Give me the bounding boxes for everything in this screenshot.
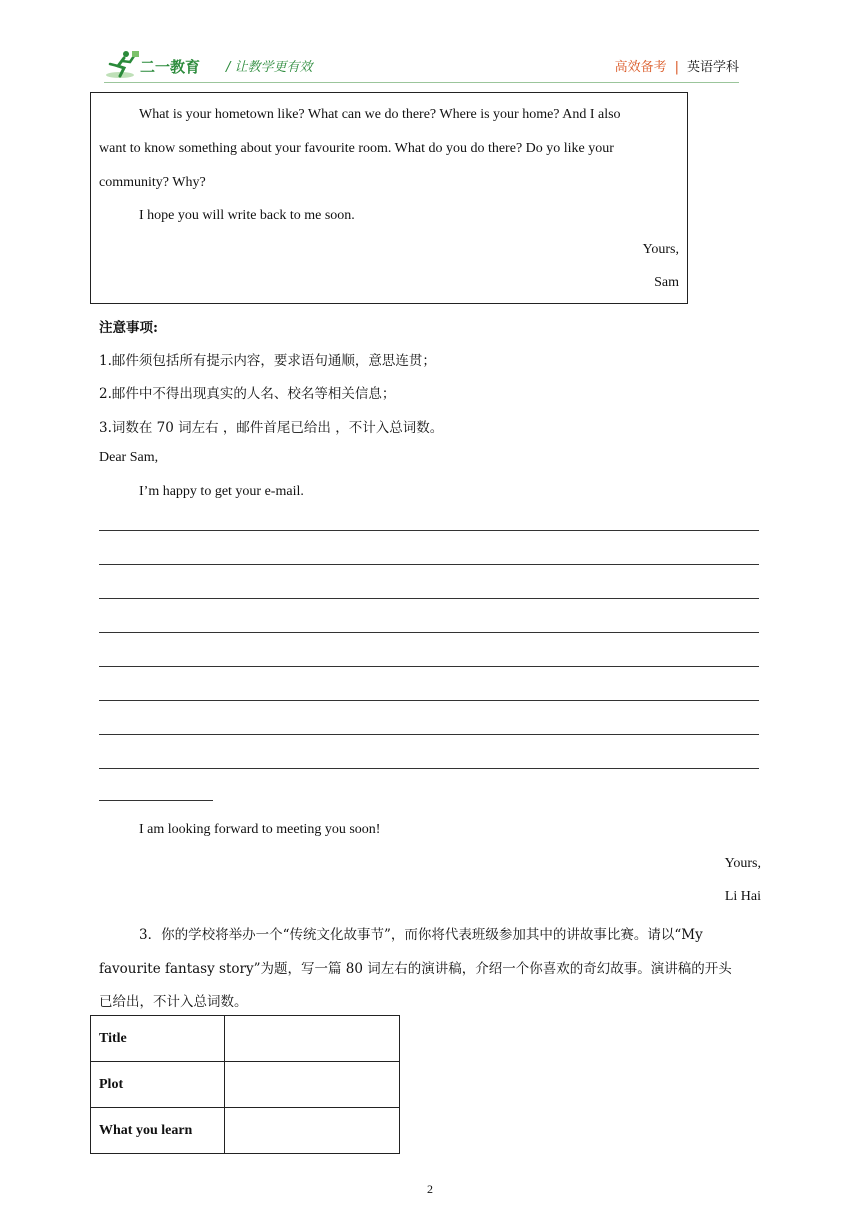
writing-line[interactable]: [99, 598, 759, 599]
table-row: [91, 1016, 400, 1062]
salutation: Dear Sam,: [99, 450, 159, 465]
letter-line-3: community? Why?: [99, 175, 206, 190]
writing-line[interactable]: [99, 700, 759, 701]
table-label-title: Title: [91, 1016, 225, 1062]
writing-line[interactable]: [99, 530, 759, 531]
table-cell-blank[interactable]: [225, 1108, 400, 1154]
table-cell-blank[interactable]: [225, 1062, 400, 1108]
letter-box: [90, 92, 688, 304]
writing-line[interactable]: [99, 564, 759, 565]
note-item-3: 3.词数在 70 词左右 ，邮件首尾已给出 ，不计入总词数。: [99, 420, 444, 436]
table-cell-blank[interactable]: [225, 1016, 400, 1062]
answer-closing: Yours,: [724, 856, 761, 871]
task3-line-1: 3．你的学校将举办一个“传统文化故事节”，而你将代表班级参加其中的讲故事比赛。请以“My: [139, 927, 703, 943]
writing-line-short[interactable]: [99, 800, 213, 801]
table-label-learn: What you learn: [91, 1108, 225, 1154]
task3-line-2: favourite fantasy story”为题，写一篇 80 词左右的演讲稿，介绍一个你喜欢的奇幻故事。演讲稿的开头: [99, 961, 732, 977]
writing-line[interactable]: [99, 632, 759, 633]
plan-table: [90, 1015, 400, 1154]
letter-line-2: want to know something about your favourite room. What do you do there? Do yo like your: [99, 141, 614, 156]
logo-icon: [104, 48, 214, 82]
notes-title: 注意事项:: [99, 320, 158, 336]
writing-line[interactable]: [99, 666, 759, 667]
letter-line-4: I hope you will write back to me soon.: [139, 208, 355, 223]
letter-line-1: What is your hometown like? What can we do there? Where is your home? And I also: [139, 107, 621, 122]
task3-line-3: 已给出，不计入总词数。: [99, 994, 248, 1010]
page-number: 2: [427, 1182, 433, 1196]
exam-prep-tag: 高效备考: [614, 60, 667, 75]
writing-line[interactable]: [99, 768, 759, 769]
note-item-2: 2.邮件中不得出现真实的人名、校名等相关信息；: [99, 386, 396, 402]
answer-signature: Li Hai: [724, 889, 761, 904]
writing-line[interactable]: [99, 734, 759, 735]
table-row: [91, 1062, 400, 1108]
logo-text: 二一教育: [140, 58, 201, 76]
slogan: / 让教学更有效: [226, 60, 313, 75]
subject-tag: 英语学科: [686, 60, 739, 75]
header-separator: |: [674, 60, 679, 75]
closing-line: I am looking forward to meeting you soon!: [139, 822, 381, 837]
header-divider: [104, 82, 739, 83]
opening-line: I’m happy to get your e-mail.: [139, 484, 304, 499]
table-label-plot: Plot: [91, 1062, 225, 1108]
page-header: [104, 48, 739, 84]
header-tags: [615, 56, 739, 75]
letter-closing: Yours,: [642, 242, 679, 257]
letter-signature: Sam: [654, 275, 679, 290]
table-row: [91, 1108, 400, 1154]
note-item-1: 1.邮件须包括所有提示内容，要求语句通顺，意思连贯；: [99, 353, 436, 369]
